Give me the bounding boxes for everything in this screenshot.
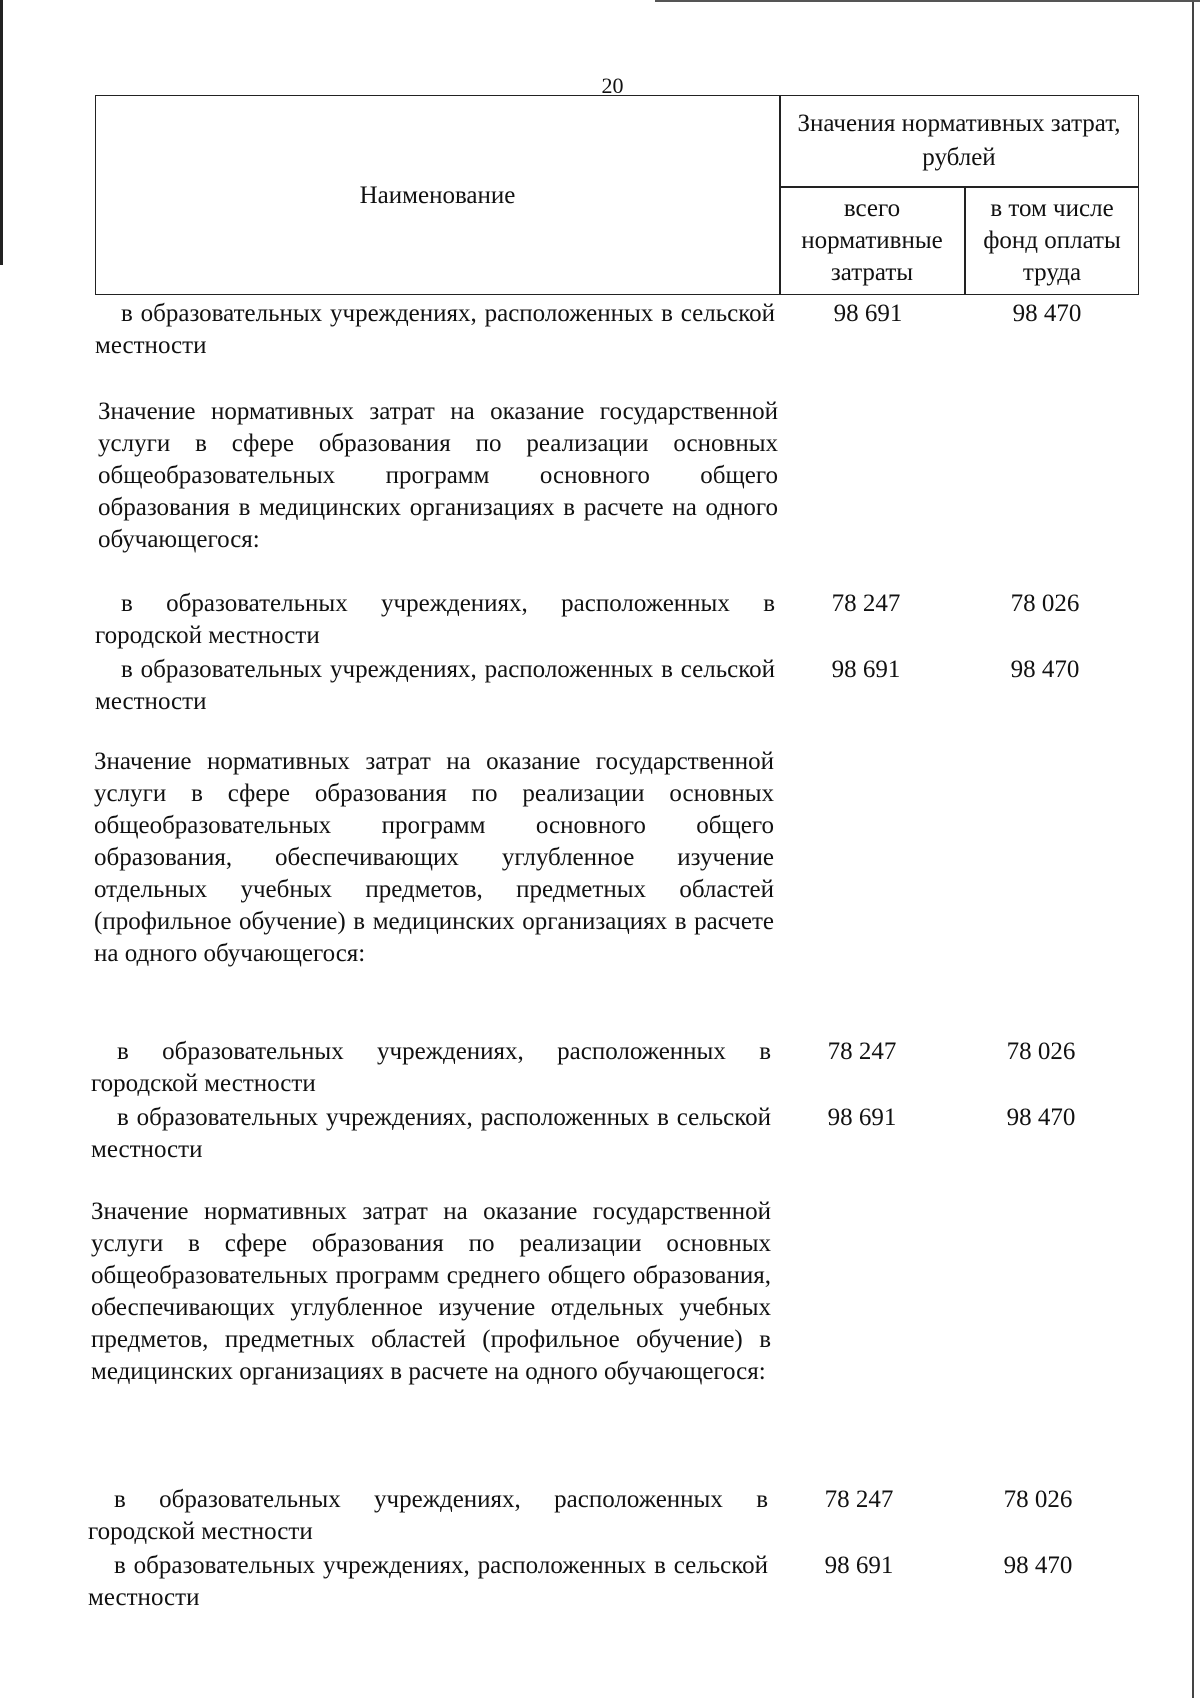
row-total: 78 247 [831,590,901,617]
header-total: всего нормативные затраты [801,195,943,286]
row-total: 98 691 [833,300,903,327]
scan-edge-left [0,0,3,265]
row-wage: 98 470 [1003,1552,1073,1579]
row-label: в образовательных учреждениях, расположенных в городской местности [95,590,775,649]
row-wage: 78 026 [1003,1486,1073,1513]
header-wage: в том числе фонд оплаты труда [983,195,1121,286]
row-label: в образовательных учреждениях, расположенных в городской местности [88,1486,768,1545]
table-header [95,95,1139,295]
row-label: в образовательных учреждениях, расположенных в сельской местности [95,300,775,359]
section-title: Значение нормативных затрат на оказание государственной услуги в сфере образования по реализации основных общеобразовательных программ основного общего образования, обеспечивающих углубленное изучение отдельных учебных предметов, предметных областей (профильное обучение) в медицинских организациях в расчете на одного обучающегося: [94,748,774,967]
section-title: Значение нормативных затрат на оказание государственной услуги в сфере образования по реализации основных общеобразовательных программ основного общего образования в медицинских организациях в расчете на одного обучающегося: [98,398,778,553]
row-label: в образовательных учреждениях, расположенных в сельской местности [88,1552,768,1611]
scan-edge-top [655,0,1200,2]
row-total: 78 247 [824,1486,894,1513]
row-label: в образовательных учреждениях, расположенных в городской местности [91,1038,771,1097]
row-label: в образовательных учреждениях, расположенных в сельской местности [91,1104,771,1163]
row-label: в образовательных учреждениях, расположенных в сельской местности [95,656,775,715]
row-wage: 78 026 [1010,590,1080,617]
section-title: Значение нормативных затрат на оказание государственной услуги в сфере образования по реализации основных общеобразовательных программ среднего общего образования, обеспечивающих углубленное изучение отдельных учебных предметов, предметных областей (профильное обучение) в медицинских организациях в расчете на одного обучающегося: [91,1198,771,1385]
row-total: 78 247 [827,1038,897,1065]
row-wage: 98 470 [1006,1104,1076,1131]
row-total: 98 691 [824,1552,894,1579]
page-number: 20 [601,73,624,98]
scan-edge-right [1192,0,1194,1698]
row-wage: 98 470 [1010,656,1080,683]
row-wage: 98 470 [1012,300,1082,327]
header-name: Наименование [359,182,516,209]
row-wage: 78 026 [1006,1038,1076,1065]
row-total: 98 691 [831,656,901,683]
row-total: 98 691 [827,1104,897,1131]
header-group: Значения нормативных затрат, рублей [797,110,1121,171]
